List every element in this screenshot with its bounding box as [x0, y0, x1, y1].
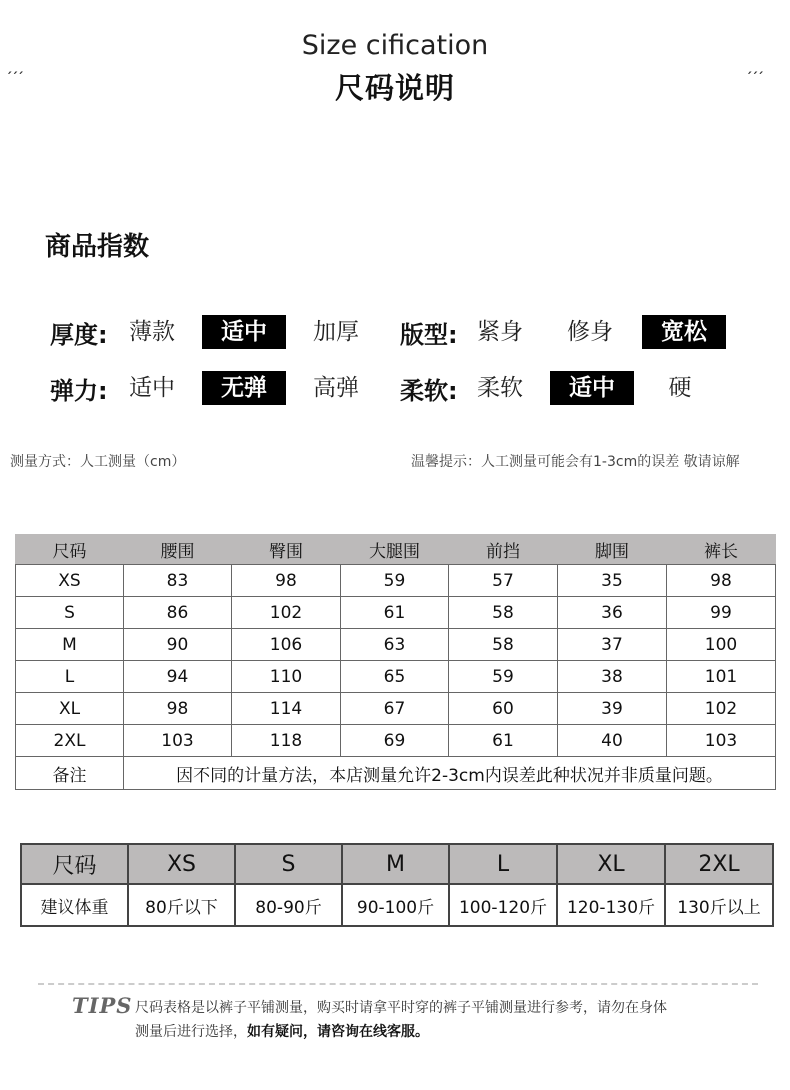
- table-cell: 103: [124, 725, 232, 757]
- attribute-option-selected: 适中: [202, 315, 286, 349]
- decorative-ticks-right: ′′′: [748, 70, 766, 86]
- weight-label: 建议体重: [21, 884, 128, 926]
- table-cell: 101: [667, 661, 776, 693]
- table-cell: 58: [449, 629, 558, 661]
- attribute-elasticity: [50, 370, 362, 406]
- table-cell: 98: [124, 693, 232, 725]
- weight-cell: 80-90斤: [235, 884, 342, 926]
- weight-cell: 120-130斤: [557, 884, 665, 926]
- column-header: 尺码: [16, 535, 124, 565]
- tips-text: [135, 996, 755, 1044]
- table-row: [16, 693, 776, 725]
- remark-row: [16, 757, 776, 790]
- tips-heading: TIPS: [72, 993, 133, 1018]
- table-cell: 100: [667, 629, 776, 661]
- size-cell: 2XL: [665, 844, 773, 884]
- remark-label: 备注: [16, 757, 124, 790]
- tips-divider: [38, 983, 758, 985]
- tips-line-2: [135, 1020, 755, 1044]
- attribute-option-selected: 适中: [550, 371, 634, 405]
- table-cell: 35: [558, 565, 667, 597]
- tips-line-2-bold: 如有疑问，请咨询在线客服。: [247, 1024, 429, 1040]
- table-row: [16, 565, 776, 597]
- column-header: 裤长: [667, 535, 776, 565]
- table-row: [16, 597, 776, 629]
- remark-text: 因不同的计量方法，本店测量允许2-3cm内误差此种状况并非质量问题。: [124, 757, 776, 790]
- size-chart-table: [15, 534, 776, 790]
- table-cell: 106: [232, 629, 341, 661]
- table-cell: 40: [558, 725, 667, 757]
- size-table-header-row: [16, 535, 776, 565]
- table-cell: M: [16, 629, 124, 661]
- table-cell: 39: [558, 693, 667, 725]
- column-header: 脚围: [558, 535, 667, 565]
- table-cell: S: [16, 597, 124, 629]
- table-cell: 36: [558, 597, 667, 629]
- weight-cell: 90-100斤: [342, 884, 449, 926]
- table-cell: 83: [124, 565, 232, 597]
- table-row: [16, 629, 776, 661]
- table-cell: 98: [667, 565, 776, 597]
- table-cell: 57: [449, 565, 558, 597]
- section-title-product-index: 商品指数: [45, 232, 150, 262]
- attribute-label: 厚度:: [50, 320, 108, 349]
- weight-recommendation-table: [20, 843, 774, 927]
- weight-cell: 130斤以上: [665, 884, 773, 926]
- size-label: 尺码: [21, 844, 128, 884]
- table-cell: 63: [341, 629, 449, 661]
- table-cell: L: [16, 661, 124, 693]
- table-cell: 90: [124, 629, 232, 661]
- table-cell: 86: [124, 597, 232, 629]
- measurement-error-warning: 温馨提示：人工测量可能会有1-3cm的误差 敬请谅解: [411, 454, 740, 470]
- table-cell: 69: [341, 725, 449, 757]
- attribute-option: 适中: [129, 375, 175, 401]
- table-cell: 110: [232, 661, 341, 693]
- attribute-option: 高弹: [313, 375, 359, 401]
- table-cell: XL: [16, 693, 124, 725]
- size-cell: XL: [557, 844, 665, 884]
- title-chinese: 尺码说明: [334, 71, 455, 105]
- table-cell: 60: [449, 693, 558, 725]
- table-row: [16, 661, 776, 693]
- table-row: [16, 725, 776, 757]
- attribute-label: 弹力:: [50, 376, 108, 405]
- column-header: 前挡: [449, 535, 558, 565]
- column-header: 臀围: [232, 535, 341, 565]
- attribute-option: 薄款: [129, 319, 175, 345]
- tips-line-1: 尺码表格是以裤子平铺测量，购买时请拿平时穿的裤子平铺测量进行参考，请勿在身体: [135, 1000, 667, 1016]
- table-cell: 102: [232, 597, 341, 629]
- weight-cell: 100-120斤: [449, 884, 557, 926]
- attribute-thickness: [50, 314, 362, 350]
- attribute-option: 修身: [567, 319, 613, 345]
- attribute-softness: [400, 370, 706, 406]
- attribute-option: 柔软: [477, 375, 523, 401]
- table-cell: 65: [341, 661, 449, 693]
- title-english: Size cification: [301, 30, 489, 61]
- table-cell: 98: [232, 565, 341, 597]
- attribute-option-selected: 宽松: [642, 315, 726, 349]
- size-cell: M: [342, 844, 449, 884]
- attribute-option: 加厚: [313, 319, 359, 345]
- table-cell: 37: [558, 629, 667, 661]
- attribute-option: 紧身: [477, 319, 523, 345]
- column-header: 腰围: [124, 535, 232, 565]
- measurement-method-note: 测量方式：人工测量（cm）: [10, 454, 186, 470]
- size-cell: L: [449, 844, 557, 884]
- attribute-fit: [400, 314, 726, 350]
- table-cell: 38: [558, 661, 667, 693]
- size-cell: XS: [128, 844, 235, 884]
- table-cell: 61: [341, 597, 449, 629]
- weight-cell: 80斤以下: [128, 884, 235, 926]
- attribute-option-selected: 无弹: [202, 371, 286, 405]
- column-header: 大腿围: [341, 535, 449, 565]
- weight-table-row: [21, 884, 773, 926]
- table-cell: 99: [667, 597, 776, 629]
- attribute-label: 柔软:: [400, 376, 458, 405]
- table-cell: 114: [232, 693, 341, 725]
- table-cell: 94: [124, 661, 232, 693]
- table-cell: 59: [341, 565, 449, 597]
- tips-line-2-plain: 测量后进行选择，: [135, 1024, 247, 1040]
- attribute-label: 版型:: [400, 320, 458, 349]
- table-cell: 67: [341, 693, 449, 725]
- table-cell: 118: [232, 725, 341, 757]
- table-cell: XS: [16, 565, 124, 597]
- decorative-ticks-left: ′′′: [8, 70, 26, 86]
- table-cell: 59: [449, 661, 558, 693]
- table-cell: 103: [667, 725, 776, 757]
- table-cell: 102: [667, 693, 776, 725]
- table-cell: 61: [449, 725, 558, 757]
- table-cell: 2XL: [16, 725, 124, 757]
- size-cell: S: [235, 844, 342, 884]
- attribute-option: 硬: [668, 375, 692, 401]
- table-cell: 58: [449, 597, 558, 629]
- weight-table-header-row: [21, 844, 773, 884]
